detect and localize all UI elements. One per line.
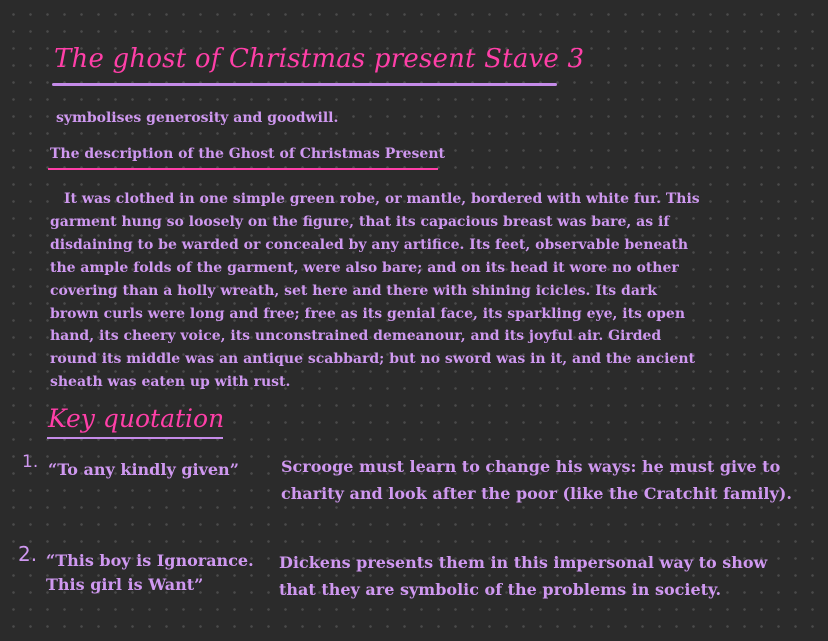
quotation-explanation: Dickens presents them in this impersonal way to show that they are symbolic of the problems in society. bbox=[279, 553, 768, 599]
key-quotation-heading: Key quotation bbox=[48, 404, 225, 433]
description-heading-underline bbox=[48, 168, 438, 170]
key-quotation-underline bbox=[47, 437, 223, 439]
quotation-explanation: Scrooge must learn to change his ways: he must give to charity and look after the poor (like the Cratchit family). bbox=[281, 457, 792, 503]
symbolises-text: symbolises generosity and goodwill. bbox=[56, 110, 339, 126]
quotation-text: “This boy is Ignorance. This girl is Want” bbox=[46, 551, 254, 594]
title-underline bbox=[52, 83, 557, 86]
description-passage: It was clothed in one simple green robe, or mantle, bordered with white fur. This garment hung so loosely on the figure, that its capacious breast was bare, as if disdaining to be warded or concealed by any artifice. Its feet, observable beneath the ample folds of the garment, were also bare; and on its head it wore no other covering than a holly wreath, set here and there with shining icicles. Its dark brown curls were long and free; free as its genial face, its sparkling eye, its open hand, its cheery voice, its unconstrained demeanour, and its joyful air. Girded round its middle was an antique scabbard; but no sword was in it, and the ancient sheath was eaten up with rust. bbox=[50, 191, 700, 391]
page-title: The ghost of Christmas present Stave 3 bbox=[54, 44, 585, 74]
description-heading: The description of the Ghost of Christmas Present bbox=[50, 146, 445, 162]
quotation-number: 2. bbox=[18, 542, 38, 566]
quotation-number: 1. bbox=[22, 452, 39, 472]
quotation-text: “To any kindly given” bbox=[48, 460, 239, 479]
